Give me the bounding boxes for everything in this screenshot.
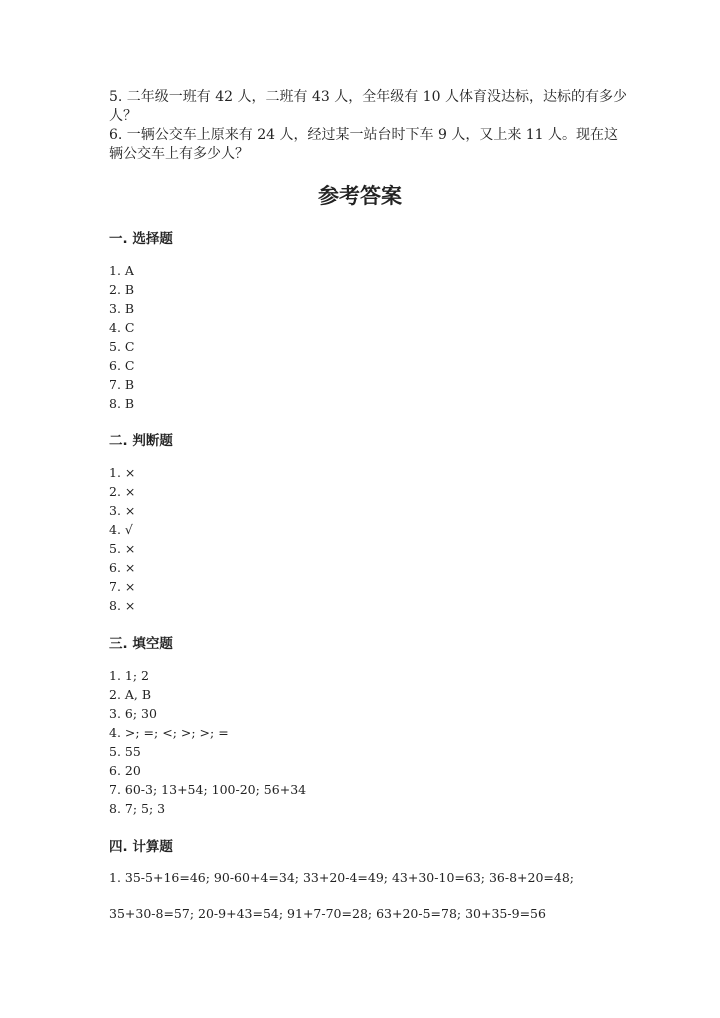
list-item: 2. B: [109, 282, 135, 297]
fill-answer-list: [109, 666, 306, 818]
section-heading-calc: 四. 计算题: [109, 839, 173, 855]
section-heading-judge: 二. 判断题: [109, 433, 173, 449]
list-item: 3. ×: [109, 503, 136, 518]
question-6: 6. 一辆公交车上原来有 24 人，经过某一站台时下车 9 人，又上来 11 人。现在这辆公交车上有多少人？: [109, 127, 619, 162]
list-item: 5. C: [109, 339, 135, 354]
choice-answer-list: [109, 261, 134, 413]
list-item: 6. 20: [109, 763, 141, 778]
list-item: 3. B: [109, 301, 135, 316]
section-heading-fill: 三. 填空题: [109, 636, 173, 652]
list-item: 1. A: [109, 263, 134, 278]
list-item: 5. ×: [109, 541, 136, 556]
list-item: 6. ×: [109, 560, 136, 575]
list-item: 4. >; =; <; >; >; =: [109, 725, 229, 740]
list-item: 3. 6; 30: [109, 706, 157, 721]
section-heading-choice: 一. 选择题: [109, 231, 173, 247]
list-item: 1. 1; 2: [109, 668, 149, 683]
question-5: 5. 二年级一班有 42 人，二班有 43 人，全年级有 10 人体育没达标，达标的有多少人？: [109, 89, 627, 124]
answer-title: 参考答案: [318, 184, 402, 208]
calc-answer-line-1: 1. 35-5+16=46; 90-60+4=34; 33+20-4=49; 43+30-10=63; 36-8+20=48;: [109, 870, 575, 885]
calc-answer-line-2: 35+30-8=57; 20-9+43=54; 91+7-70=28; 63+20-5=78; 30+35-9=56: [109, 906, 546, 921]
list-item: 7. ×: [109, 579, 136, 594]
list-item: 6. C: [109, 358, 135, 373]
list-item: 8. B: [109, 396, 135, 411]
list-item: 2. ×: [109, 484, 136, 499]
list-item: 8. ×: [109, 598, 136, 613]
list-item: 7. 60-3; 13+54; 100-20; 56+34: [109, 782, 307, 797]
list-item: 1. ×: [109, 465, 136, 480]
list-item: 4. C: [109, 320, 135, 335]
list-item: 2. A, B: [109, 687, 152, 702]
list-item: 4. √: [109, 522, 133, 537]
judge-answer-list: [109, 463, 135, 615]
list-item: 7. B: [109, 377, 135, 392]
list-item: 8. 7; 5; 3: [109, 801, 166, 816]
list-item: 5. 55: [109, 744, 141, 759]
